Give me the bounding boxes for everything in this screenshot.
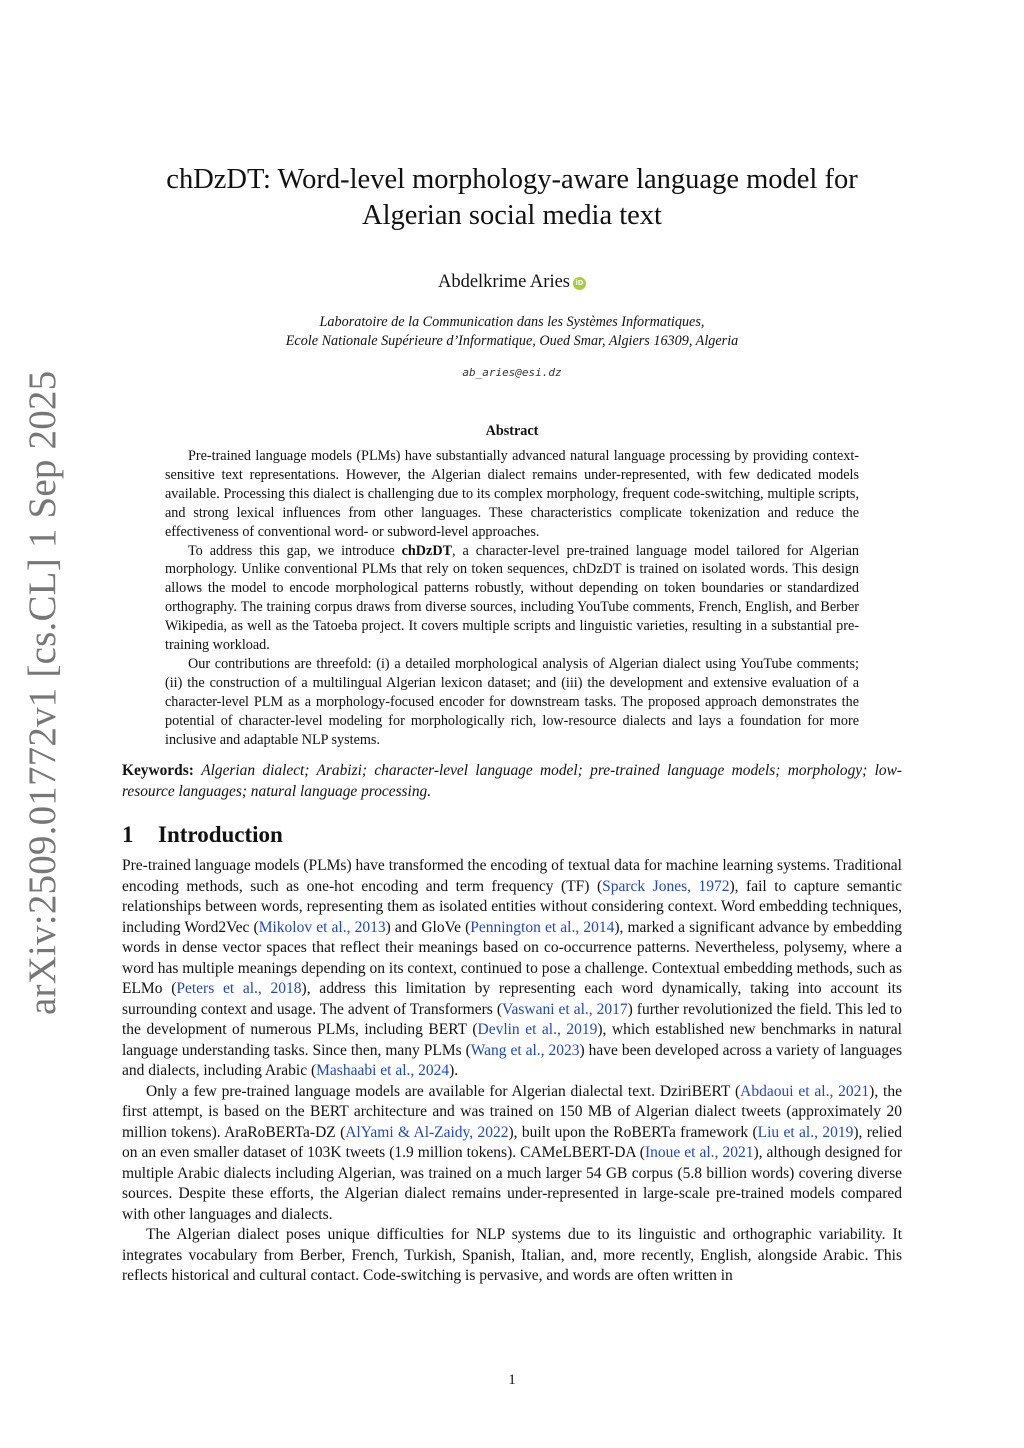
orcid-icon[interactable]: iD bbox=[573, 277, 586, 290]
citation-link[interactable]: Wang et al., 2023 bbox=[470, 1041, 580, 1059]
section-title: Introduction bbox=[158, 822, 283, 847]
section-heading bbox=[122, 821, 902, 849]
model-name: chDzDT bbox=[401, 542, 453, 559]
affiliation-line-1: Laboratoire de la Communication dans les Systèmes Informatiques, bbox=[319, 314, 705, 330]
text-run: ) have been developed across a variety of languages and dialects, including Arabic ( bbox=[122, 1041, 902, 1079]
text-run: ), built upon the RoBERTa framework ( bbox=[508, 1123, 758, 1141]
abstract-paragraph-3: Our contributions are threefold: (i) a detailed morphological analysis of Algerian dialect using YouTube comments; (ii) the construction of a multilingual Algerian lexicon dataset; and (iii) the development and extensive evaluation of a character-level PLM as a morphology-focused encoder for downstream tasks. The proposed approach demonstrates the potential of character-level modeling for morphologically rich, low-resource dialects and lays a foundation for more inclusive and adaptable NLP systems. bbox=[165, 655, 859, 748]
author-block bbox=[120, 270, 904, 294]
abstract-heading: Abstract bbox=[485, 423, 539, 439]
citation-link[interactable]: Pennington et al., 2014 bbox=[470, 918, 615, 936]
title-line-1: chDzDT: Word-level morphology-aware language model for bbox=[166, 164, 858, 195]
keywords-text: Algerian dialect; Arabizi; character-level language model; pre-trained language models; morphology; low-resource languages; natural language processing. bbox=[122, 762, 902, 800]
text-run: ), fail to capture semantic relationships between words, representing them as isolated entities without considering context. Word embedding techniques, including Word2Vec ( bbox=[122, 877, 902, 936]
text-run: ), relied on an even smaller dataset of 103K tweets (1.9 million tokens). CAMeLBERT-DA ( bbox=[122, 1123, 902, 1161]
keywords-label: Keywords: bbox=[122, 762, 194, 779]
abstract-paragraph-2 bbox=[165, 542, 859, 655]
citation-link[interactable]: Peters et al., 2018 bbox=[176, 980, 302, 997]
abstract-paragraph-1: Pre-trained language models (PLMs) have substantially advanced natural language processing by providing context-sensitive text representations. However, the Algerian dialect remains under-represented, with few dedicated models available. Processing this dialect is challenging due to its complex morphology, frequent code-switching, multiple scripts, and strong lexical influences from other languages. These characteristics complicate tokenization and reduce the effectiveness of conventional word- or subword-level approaches. bbox=[165, 448, 859, 540]
section-number: 1 bbox=[122, 822, 134, 847]
citation-link[interactable]: Mikolov et al., 2013 bbox=[258, 918, 386, 936]
text-run: ), the first attempt, is based on the BERT architecture and was trained on 150 MB of Algerian dialect tweets (approximately 20 million tokens). AraRoBERTa-DZ ( bbox=[122, 1082, 902, 1141]
author-name: Abdelkrime Aries bbox=[437, 272, 571, 292]
citation-link[interactable]: Mashaabi et al., 2024 bbox=[316, 1062, 450, 1079]
intro-paragraph-2 bbox=[122, 1082, 902, 1226]
arxiv-identifier-stamp: arXiv:2509.01772v1 [cs.CL] 1 Sep 2025 bbox=[21, 370, 64, 1015]
text-run: ). bbox=[449, 1062, 459, 1079]
text-run: ) and GloVe ( bbox=[385, 918, 471, 936]
citation-link[interactable]: Abdaoui et al., 2021 bbox=[740, 1082, 870, 1100]
citation-link[interactable]: Vaswani et al., 2017 bbox=[501, 1000, 628, 1018]
affiliation bbox=[120, 313, 904, 351]
title-line-2: Algerian social media text bbox=[362, 200, 662, 231]
text-run: ), although designed for multiple Arabic dialects including Algerian, was trained on a much larger 54 GB corpus (5.8 billion words) covering diverse sources. Despite these efforts, the Algerian dialect remains under-represented in large-scale pre-trained models compared with other languages and dialects. bbox=[122, 1144, 902, 1223]
intro-paragraph-3: The Algerian dialect poses unique difficulties for NLP systems due to its linguistic and orthographic variability. It integrates vocabulary from Berber, French, Turkish, Spanish, Italian, and, more recently, English, alongside Arabic. This reflects historical and cultural contact. Code-switching is pervasive, and words are often written in bbox=[122, 1226, 902, 1284]
citation-link[interactable]: AlYami & Al-Zaidy, 2022 bbox=[345, 1123, 509, 1141]
keywords bbox=[122, 761, 902, 802]
text-run: Pre-trained language models (PLMs) have transformed the encoding of textual data for machine learning systems. Traditional encoding methods, such as one-hot encoding and term frequency (TF) ( bbox=[122, 857, 902, 895]
text-run: ) further revolutionized the field. This led to the development of numerous PLMs, including BERT ( bbox=[122, 1000, 903, 1038]
page-number: 1 bbox=[508, 1372, 516, 1388]
author-email: ab_aries@esi.dz bbox=[462, 366, 562, 379]
abstract-text: To address this gap, we introduce bbox=[188, 542, 402, 559]
citation-link[interactable]: Sparck Jones, 1972 bbox=[602, 877, 730, 895]
text-run: ), marked a significant advance by embedding words in dense vector spaces that reflect their meanings based on co-occurrence patterns. Nevertheless, polysemy, where a word has multiple meanings depending on its context, continued to pose a challenge. Contextual embedding methods, such as ELMo ( bbox=[122, 918, 903, 997]
introduction-body bbox=[122, 856, 902, 1287]
citation-link[interactable]: Inoue et al., 2021 bbox=[644, 1144, 754, 1161]
text-run: Only a few pre-trained language models are available for Algerian dialectal text. DziriBERT ( bbox=[146, 1082, 741, 1100]
text-run: ), address this limitation by representing each word dynamically, taking into account its surrounding context and usage. The advent of Transformers ( bbox=[122, 980, 902, 1018]
citation-link[interactable]: Devlin et al., 2019 bbox=[477, 1021, 598, 1038]
abstract-text: , a character-level pre-trained language model tailored for Algerian morphology. Unlike conventional PLMs that rely on token sequences, chDzDT is trained on isolated words. This design allows the model to encode morphological patterns robustly, without depending on token boundaries or standardized orthography. The training corpus draws from diverse sources, including YouTube comments, French, English, and Berber Wikipedia, as well as the Tatoeba project. It covers multiple scripts and linguistic varieties, resulting in a substantial pre-training workload. bbox=[165, 542, 859, 654]
citation-link[interactable]: Liu et al., 2019 bbox=[757, 1123, 854, 1141]
text-run: ), which established new benchmarks in natural language understanding tasks. Since then, many PLMs ( bbox=[122, 1021, 902, 1059]
abstract-body bbox=[165, 447, 859, 750]
paper-title bbox=[120, 162, 904, 234]
affiliation-line-2: Ecole Nationale Supérieure d’Informatique, Oued Smar, Algiers 16309, Algeria bbox=[285, 333, 739, 349]
intro-paragraph-1 bbox=[122, 856, 902, 1082]
